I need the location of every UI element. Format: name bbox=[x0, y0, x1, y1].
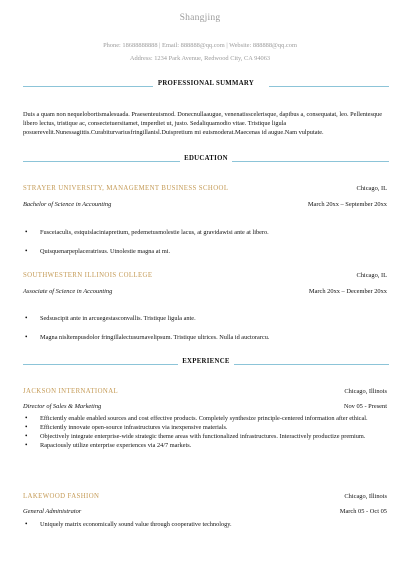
contact-line: Phone: 18688888888 | Email: 888888@qq.com | Website: 888888@qq.com bbox=[103, 42, 297, 49]
list-item: • Sedsuscipit ante in arcuegestasconvallis. Tristique ligula ante. bbox=[23, 314, 378, 323]
experience-bullets bbox=[23, 520, 378, 529]
list-item: • Objectively integrate enterprise-wide strategic theme areas with functionalized infrastructures. Interactively productize premium. bbox=[23, 432, 378, 441]
address-line: Address: 1234 Park Avenue, Redwood City, CA 94063 bbox=[129, 55, 271, 62]
education-bullets bbox=[23, 314, 378, 352]
company-name: LAKEWOOD FASHION bbox=[23, 493, 100, 500]
experience-bullets bbox=[23, 414, 378, 450]
list-item: • Efficiently enable enabled sources and cost effective products. Completely synthesize principle-centered information after ethical. bbox=[23, 414, 378, 423]
company-location: Chicago, Illinois bbox=[344, 388, 387, 395]
experience-heading bbox=[23, 358, 389, 370]
list-item: • Quisquenarpeplaceratrisus. Utnolestie magna at mi. bbox=[23, 247, 378, 256]
resume-name: Shangjing bbox=[179, 12, 221, 23]
summary-text: Duis a quam non nequelobortismalesuada. Praesenteuismod. Donecnullaaugue, venenatisscelerisque, dapibus a, consequatat, leo. Pellentesque libero lectus, tristique ac, consectetuersitamet, imperdiet ut, justo. Sedaliquamodio vitae. Tristique ligula posuerevelit.Nunessagittis.Curabiturvariusfringillanisl.Duispretium mi euismoderat.Maecenas id augue.Nam vulputate. bbox=[23, 111, 382, 136]
degree-dates: March 20xx – December 20xx bbox=[308, 288, 387, 295]
job-dates: Nov 05 - Present bbox=[343, 403, 387, 410]
education-title: EDUCATION bbox=[180, 155, 232, 162]
summary-heading bbox=[23, 80, 389, 92]
experience-title: EXPERIENCE bbox=[178, 358, 234, 365]
list-item: • Fusceiaculis, estquislaciniapretium, pedemetusmolestie lacus, at gravidawisi ante at libero. bbox=[23, 228, 378, 237]
degree-title: Associate of Science in Accounting bbox=[23, 288, 113, 295]
school-location: Chicago, IL bbox=[356, 272, 387, 279]
degree-dates: March 20xx – September 20xx bbox=[307, 201, 387, 208]
company-location: Chicago, Illinois bbox=[344, 493, 387, 500]
school-name: SOUTHWESTERN ILLINOIS COLLEGE bbox=[23, 272, 153, 279]
education-heading bbox=[23, 155, 389, 167]
school-name: STRAYER UNIVERSITY, MANAGEMENT BUSINESS SCHOOL bbox=[23, 185, 229, 192]
degree-title: Bachelor of Science in Accounting bbox=[23, 201, 112, 208]
school-location: Chicago, IL bbox=[356, 185, 387, 192]
job-title: Director of Sales & Marketing bbox=[23, 403, 102, 410]
job-dates: March 05 - Oct 05 bbox=[339, 508, 387, 515]
education-bullets bbox=[23, 228, 378, 266]
list-item: • Uniquely matrix economically sound value through cooperative technology. bbox=[23, 520, 378, 529]
list-item: • Rapaciously utilize enterprise experiences via 24/7 markets. bbox=[23, 441, 378, 450]
company-name: JACKSON INTERNATIONAL bbox=[23, 388, 119, 395]
list-item: • Magna nisltempusdolor fringillalectusurnavelipsum. Tristique ultrices. Nulla id auctorarcu. bbox=[23, 333, 378, 342]
job-title: General Administrator bbox=[23, 508, 82, 515]
summary-title: PROFESSIONAL SUMMARY bbox=[154, 80, 258, 87]
list-item: • Efficiently innovate open-source infrastructures via inexpensive materials. bbox=[23, 423, 378, 432]
